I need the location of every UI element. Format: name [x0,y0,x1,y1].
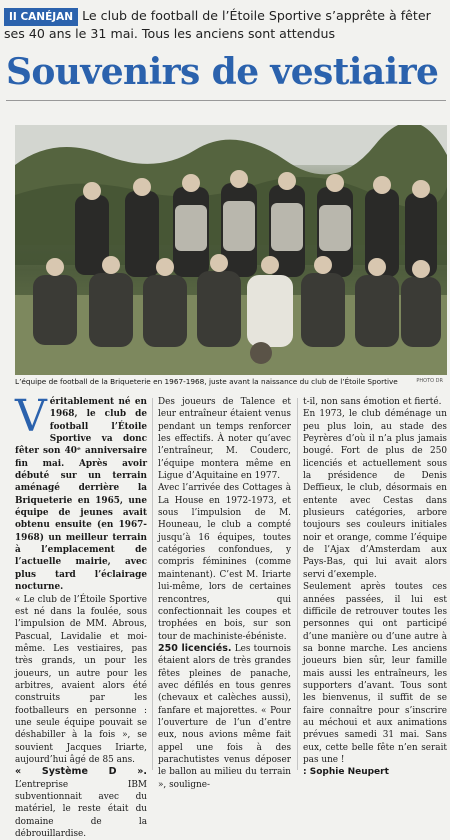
paragraph: Des joueurs de Talence et leur entraîneur étaient venus pendant un temps renforcer les effectifs. À noter qu’avec l’entraîneur, M. Couderc, l’équipe montera même en Ligue d’Aquitaine en 1977. [158,397,291,482]
column-divider [152,398,153,770]
article-deck [4,8,446,42]
article-column-2 [158,396,291,791]
subheading: « Système D ». [15,766,147,778]
paragraph: Les tournois étaient alors de très grandes fêtes pleines de panache, avec défilés en tous genres (chevaux et calèches aussi), fanfare et majorettes. « Pour l’ouverture de l’un d’entre eux, nous avions même fait appel une fois à des parachutistes venus déposer le ballon au milieu du terrain », souligne- [158,643,291,790]
paragraph: L’entreprise IBM subventionnait avec du matériel, le reste était du domaine de la débrouillardise. [15,779,147,840]
photo-caption [15,375,447,388]
article-column-1 [15,391,147,840]
paragraph: En 1973, le club déménage un peu plus loin, au stade des Peyrères d’où il n’a plus jamais bougé. Fort de plus de 250 licenciés et actuellement sous la présidence de Denis Deffieux, le club, désormais en entente avec Cestas dans plusieurs catégories, arbore toujours ses couleurs initiales noir et orange, comme l’équipe de l’Ajax d’Amsterdam aux Pays-Bas, qui lui avait alors servi d’exemple. [303,409,447,580]
paragraph: t-il, non sans émotion et fierté. [303,397,442,407]
column-divider [297,398,298,770]
headline-rule [6,100,446,101]
drop-cap: V [15,391,47,442]
caption-text: L’équipe de football de la Briqueterie en 1967-1968, juste avant la naissance du club de l’Étoile Sportive [15,377,398,386]
article-column-3 [303,396,447,779]
subheading: 250 licenciés. [158,642,232,654]
paragraph: « Le club de l’Étoile Sportive est né dans la foulée, sous l’impulsion de MM. Abrous, Pascual, Lavidalie et moi-même. Les vestiaires, pas très grands, un pour les joueurs, un autre pour les arbitres, avaient alors été construits par les footballeurs en personne : une seule équipe pouvait se déshabiller à la fois », se souvient Jacques Iriarte, aujourd’hui âgé de 85 ans. [15,594,147,765]
author-signature: : Sophie Neupert [303,767,389,778]
headline: Souvenirs de vestiaire [6,51,439,93]
lead-paragraph: éritablement né en 1968, le club de football l’Étoile Sportive va donc fêter son 40ᵉ anniversaire fin mai. Après avoir débuté sur un terrain aménagé derrière la Briqueterie en 1965, une équipe de jeunes avait obtenu ensuite (en 1967-1968) un meilleur terrain à l’emplacement de l’actuelle mairie, avec plus tard l’éclairage nocturne. [15,397,147,593]
paragraph: Avec l’arrivée des Cottages à La House en 1972-1973, et sous l’impulsion de M. Houneau, le club a compté jusqu’à 16 équipes, toutes catégories confondues, y compris féminines (comme maintenant). C’est M. Iriarte lui-même, lors de certaines rencontres, qui confectionnait les coupes et trophées en bois, sur son tour de machiniste-ébéniste. [158,483,291,642]
section-kicker: II CANÉJAN [4,8,78,26]
team-photo [15,125,447,375]
team-photo-illustration [15,125,447,375]
paragraph: Seulement après toutes ces années passées, il lui est difficile de retrouver toutes les personnes qui ont participé d’une manière ou d’une autre à sa bonne marche. Les anciens joueurs bien sûr, leur famille mais aussi les entraîneurs, les supporters d’avant. Tous sont les bienvenus, il suffit de se faire connaître pour s’inscrire au méchoui et aux animations prévues samedi 31 mai. Sans eux, cette belle fête n’en serait pas une ! [303,582,447,765]
deck-text: Le club de football de l’Étoile Sportive s’apprête à fêter ses 40 ans le 31 mai. Tous les anciens sont attendus [4,8,431,41]
photo-credit: PHOTO DR [416,378,443,384]
author-name: Sophie Neupert [309,767,389,778]
